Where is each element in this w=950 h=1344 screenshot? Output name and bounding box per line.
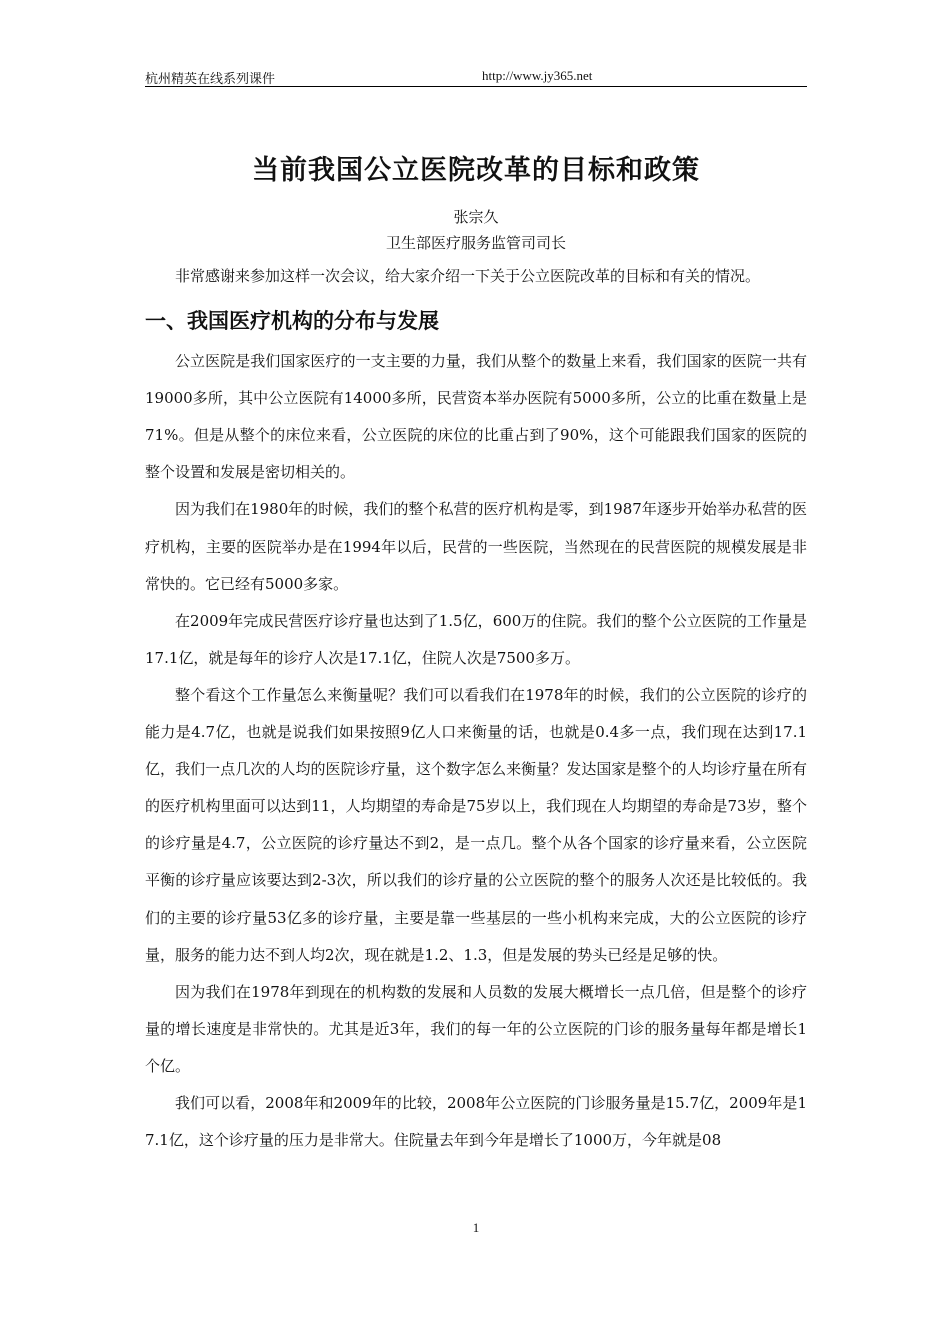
body-paragraph: 在2009年完成民营医疗诊疗量也达到了1.5亿，600万的住院。我们的整个公立医院的工作量是17.1亿，就是每年的诊疗人次是17.1亿，住院人次是7500多万。 xyxy=(145,611,807,667)
header-course-label: 杭州精英在线系列课件 xyxy=(145,72,276,87)
author-name: 张宗久 xyxy=(453,208,499,226)
body-paragraph: 因为我们在1978年到现在的机构数的发展和人员数的发展大概增长一点几倍，但是整个的诊疗量的增长速度是非常快的。尤其是近3年，我们的每一年的公立医院的门诊的服务量每年都是增长1个亿。 xyxy=(145,982,807,1075)
page-header xyxy=(145,66,807,87)
document-body xyxy=(145,258,807,1159)
body-paragraph: 因为我们在1980年的时候，我们的整个私营的医疗机构是零，到1987年逐步开始举办私营的医疗机构，主要的医院举办是在1994年以后，民营的一些医院，当然现在的民营医院的规模发展是非常快的。它已经有5000多家。 xyxy=(145,500,807,593)
body-paragraph: 我们可以看，2008年和2009年的比较，2008年公立医院的门诊服务量是15.7亿，2009年是17.1亿，这个诊疗量的压力是非常大。住院量去年到今年是增长了1000万，今年就是08 xyxy=(145,1093,807,1150)
document-title: 当前我国公立医院改革的目标和政策 xyxy=(252,155,700,186)
author-affiliation: 卫生部医疗服务监管司司长 xyxy=(385,234,566,252)
body-paragraph: 整个看这个工作量怎么来衡量呢？我们可以看我们在1978年的时候，我们的公立医院的诊疗的能力是4.7亿，也就是说我们如果按照9亿人口来衡量的话，也就是0.4多一点，我们现在达到17.1亿，我们一点几次的人均的医院诊疗量，这个数字怎么来衡量？发达国家是整个的人均诊疗量在所有的医疗机构里面可以达到11，人均期望的寿命是75岁以上，我们现在人均期望的寿命是73岁，整个的诊疗量是4.7，公立医院的诊疗量达不到2，是一点几。整个从各个国家的诊疗量来看，公立医院平衡的诊疗量应该要达到2-3次，所以我们的诊疗量的公立医院的整个的服务人次还是比较低的。我们的主要的诊疗量53亿多的诊疗量，主要是靠一些基层的一些小机构来完成，大的公立医院的诊疗量，服务的能力达不到人均2次，现在就是1.2、1.3，但是发展的势头已经是足够的快。 xyxy=(145,685,807,964)
header-url: http://www.jy365.net xyxy=(482,68,593,83)
intro-paragraph: 非常感谢来参加这样一次会议，给大家介绍一下关于公立医院改革的目标和有关的情况。 xyxy=(175,267,761,285)
section-heading: 一、我国医疗机构的分布与发展 xyxy=(145,309,439,334)
page-number: 1 xyxy=(472,1220,480,1235)
body-paragraph: 公立医院是我们国家医疗的一支主要的力量，我们从整个的数量上来看，我们国家的医院一共有19000多所，其中公立医院有14000多所，民营资本举办医院有5000多所，公立的比重在数量上是71%。但是从整个的床位来看，公立医院的床位的比重占到了90%，这个可能跟我们国家的医院的整个设置和发展是密切相关的。 xyxy=(145,352,807,482)
